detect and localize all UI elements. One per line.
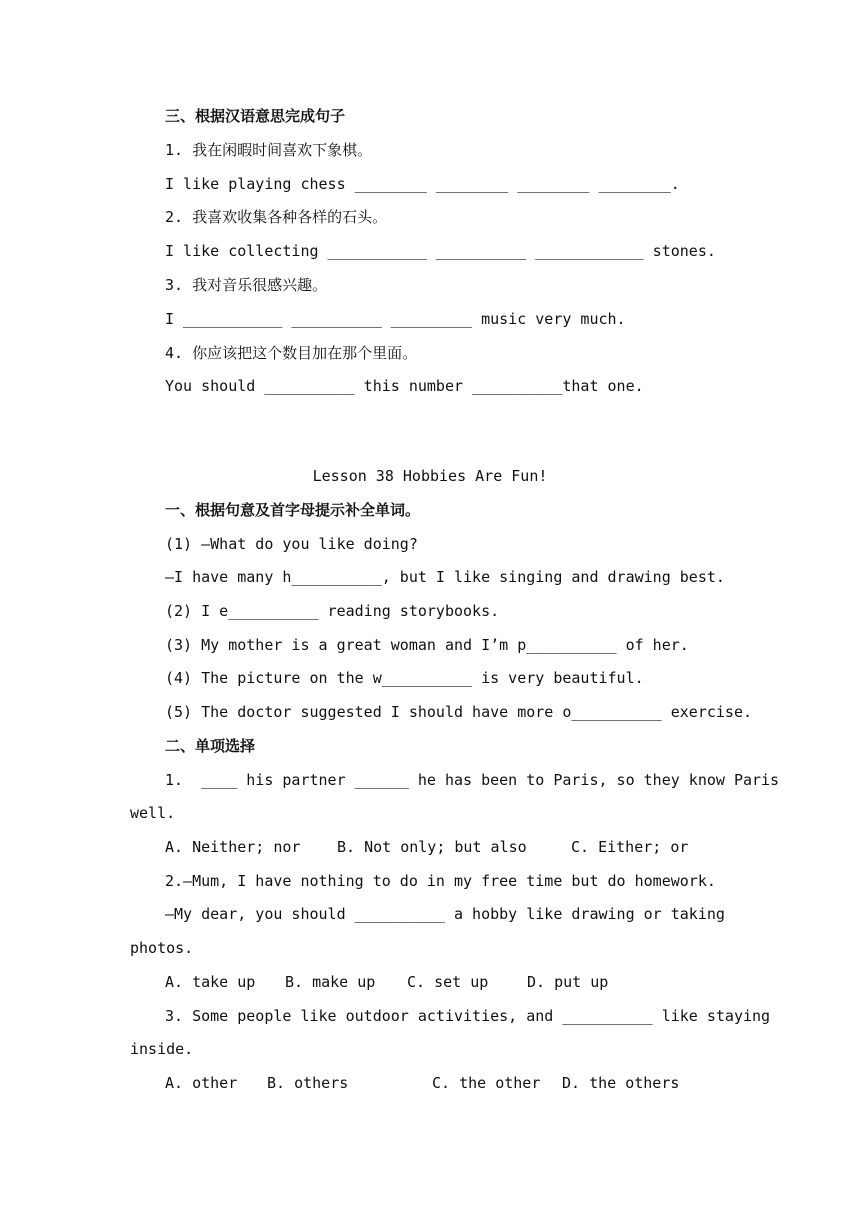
part1-line: (3) My mother is a great woman and I’m p__________ of her.: [165, 636, 689, 654]
part1-heading: 一、根据句意及首字母提示补全单词。: [165, 501, 421, 519]
part1-line: (1) —What do you like doing?: [165, 535, 418, 553]
q2-line3: photos.: [130, 939, 194, 957]
part1-line: (5) The doctor suggested I should have more o__________ exercise.: [165, 703, 752, 721]
q3-line2: inside.: [130, 1040, 194, 1058]
q1-option-a: A. Neither; nor: [165, 838, 301, 856]
lesson-title: Lesson 38 Hobbies Are Fun!: [312, 467, 548, 485]
part1-line: (2) I e__________ reading storybooks.: [165, 602, 500, 620]
section3-item4-cn: 4. 你应该把这个数目加在那个里面。: [165, 344, 418, 362]
section3-item3-en: I ___________ __________ _________ music very much.: [165, 310, 626, 328]
q3-option-d: D. the others: [562, 1074, 680, 1092]
section3-item1-cn: 1. 我在闲暇时间喜欢下象棋。: [165, 141, 373, 159]
section3-item2-cn: 2. 我喜欢收集各种各样的石头。: [165, 208, 388, 226]
q3-option-c: C. the other: [432, 1074, 541, 1092]
q3-option-b: B. others: [267, 1074, 349, 1092]
q1-line2: well.: [130, 804, 176, 822]
q1-option-c: C. Either; or: [571, 838, 689, 856]
q1-line1: 1. ____ his partner ______ he has been to Paris, so they know Paris: [165, 771, 780, 789]
q3-options: [165, 1073, 680, 1193]
q1-option-b: B. Not only; but also: [337, 838, 527, 856]
section3-heading: 三、根据汉语意思完成句子: [165, 107, 346, 125]
section3-item2-en: I like collecting ___________ __________ ____________ stones.: [165, 242, 716, 260]
q2-option-c: C. set up: [407, 973, 489, 991]
section3-item1-en: I like playing chess ________ ________ ________ ________.: [165, 175, 680, 193]
section3-item3-cn: 3. 我对音乐很感兴趣。: [165, 276, 328, 294]
q2-option-b: B. make up: [285, 973, 376, 991]
q3-line1: 3. Some people like outdoor activities, and __________ like staying: [165, 1007, 771, 1025]
q3-option-a: A. other: [165, 1074, 238, 1092]
q2-option-d: D. put up: [527, 973, 609, 991]
part2-heading: 二、单项选择: [165, 737, 256, 755]
q2-line2: —My dear, you should __________ a hobby like drawing or taking: [165, 905, 725, 923]
section3-item4-en: You should __________ this number __________that one.: [165, 377, 644, 395]
part1-line: —I have many h__________, but I like singing and drawing best.: [165, 568, 725, 586]
part1-line: (4) The picture on the w__________ is very beautiful.: [165, 669, 644, 687]
q2-line1: 2.—Mum, I have nothing to do in my free time but do homework.: [165, 872, 716, 890]
q2-option-a: A. take up: [165, 973, 256, 991]
